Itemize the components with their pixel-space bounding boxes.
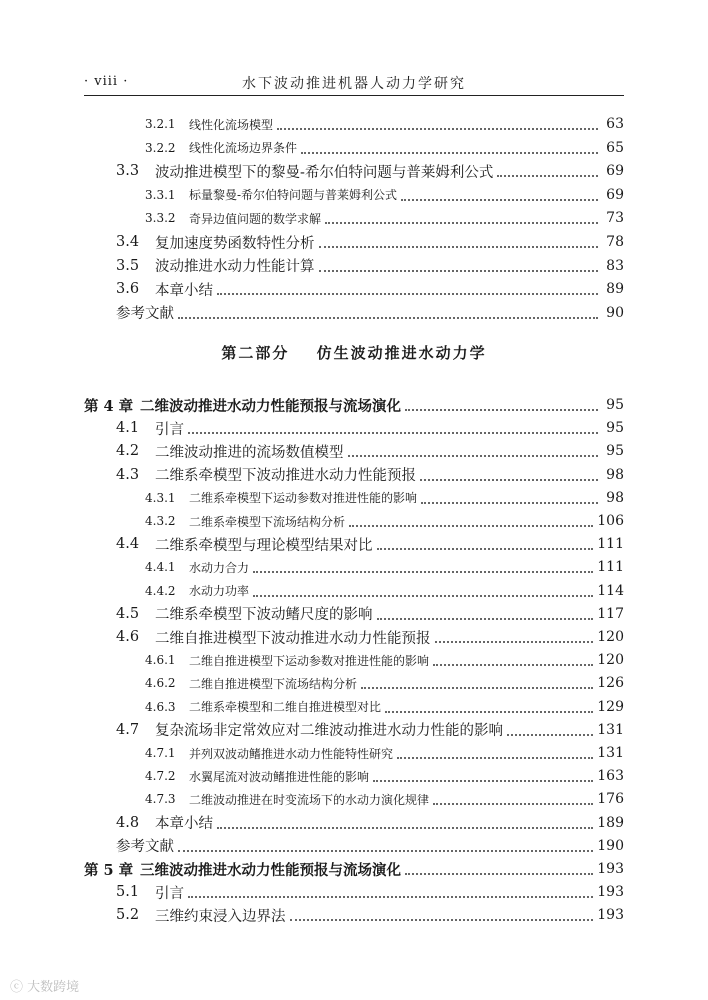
toc-entry: [116, 254, 624, 278]
toc-entry-page: 190: [597, 837, 624, 854]
toc-entry-number: 3.3.2: [145, 211, 176, 226]
toc-entry: [145, 206, 624, 230]
toc-entry-title: 三维约束浸入边界法: [155, 908, 286, 925]
toc-entry: [116, 159, 624, 183]
toc-entry-page: 98: [606, 489, 624, 506]
toc-entry: [116, 880, 624, 904]
toc-entry: [145, 695, 624, 719]
page-header: [84, 70, 624, 96]
toc-entry-page: 126: [597, 675, 624, 692]
toc-entry-number: 3.3.1: [145, 187, 176, 202]
toc-entry-page: 120: [597, 629, 624, 645]
toc-entry: [145, 555, 624, 579]
dot-leader: [433, 664, 593, 666]
dot-leader: [301, 152, 598, 154]
toc-entry-number: 4.2: [116, 443, 140, 460]
toc-entry-page: 111: [597, 559, 624, 576]
part-label: 第二部分: [221, 344, 290, 362]
toc-entry-title: 二维系牵模型下运动参数对推进性能的影响: [189, 491, 418, 506]
dot-leader: [433, 803, 593, 805]
toc-entry: [116, 625, 624, 649]
toc-entry-title: 波动推进模型下的黎曼-希尔伯特问题与普莱姆利公式: [155, 164, 494, 181]
toc-entry-title: 水翼尾流对波动鳍推进性能的影响: [189, 769, 370, 784]
dot-leader: [253, 595, 593, 597]
toc-entry: [145, 741, 624, 765]
toc-entry: [116, 532, 624, 556]
toc-entry-number: 4.3.1: [145, 490, 176, 505]
dot-leader: [401, 199, 598, 201]
toc-entry: [145, 486, 624, 510]
toc-entry-page: 69: [606, 163, 624, 180]
dot-leader: [178, 317, 598, 319]
toc-entry: [116, 834, 624, 858]
toc-entry: [116, 277, 624, 301]
dot-leader: [397, 757, 593, 759]
toc-entry: [84, 393, 624, 417]
toc-entry-title: 并列双波动鳍推进水动力性能特性研究: [189, 746, 394, 761]
toc-entry: [116, 811, 624, 835]
toc-entry-page: 176: [597, 791, 624, 808]
toc-entry-title: 线性化流场边界条件: [189, 141, 298, 156]
toc-entry: [116, 903, 624, 927]
toc-entry-page: 117: [597, 605, 624, 622]
toc-entry-number: 4.6.1: [145, 653, 176, 668]
toc-entry-number: 4.4.2: [145, 583, 176, 598]
toc-entry-page: 83: [606, 257, 624, 274]
toc-entry-page: 106: [597, 513, 624, 529]
toc-entry-number: 4.7.3: [145, 792, 176, 807]
toc-entry-page: 120: [597, 652, 624, 669]
toc-entry-title: 水动力功率: [189, 584, 250, 599]
dot-leader: [325, 222, 598, 224]
toc-entry-title: 二维波动推进水动力性能预报与流场演化: [140, 397, 401, 415]
dot-leader: [319, 246, 599, 248]
toc-entry-number: 4.3.2: [145, 514, 176, 528]
toc-entry: [145, 764, 624, 788]
toc-entry-title: 二维自推进模型下波动推进水动力性能预报: [155, 630, 431, 647]
toc-entry-number: 3.2.1: [145, 117, 176, 131]
toc-entry: [116, 602, 624, 626]
toc-entry-number: 3.3: [116, 163, 140, 180]
dot-leader: [253, 571, 593, 573]
toc-entry-title: 二维波动推进在时变流场下的水动力演化规律: [189, 792, 430, 807]
dot-leader: [178, 850, 593, 852]
header-rule: [84, 95, 624, 96]
dot-leader: [217, 293, 598, 295]
toc-entry-page: 193: [597, 884, 624, 901]
toc-entry-number: 4.6: [116, 629, 140, 645]
toc-entry-number: 4.6.3: [145, 699, 176, 714]
toc-entry-page: 131: [597, 721, 624, 738]
toc-entry-number: 3.4: [116, 234, 140, 250]
toc-entry-title: 引言: [155, 885, 184, 902]
toc-entry-number: 4.4.1: [145, 560, 176, 575]
dot-leader: [319, 270, 599, 272]
toc-entry-title: 二维系牵模型与理论模型结果对比: [155, 537, 373, 554]
toc-entry-title: 二维系牵模型下波动推进水动力性能预报: [155, 468, 416, 485]
toc-entry-page: 95: [606, 397, 624, 413]
dot-leader: [405, 409, 598, 411]
toc-entry-title: 引言: [155, 421, 184, 438]
toc-entry-number: 4.5: [116, 605, 140, 622]
dot-leader: [349, 525, 593, 527]
toc-entry-title: 波动推进水动力性能计算: [155, 259, 315, 276]
toc-entry: [116, 463, 624, 487]
watermark-text: 大数跨境: [27, 980, 80, 995]
toc-entry-page: 129: [597, 698, 624, 715]
toc-entry-number: 4.1: [116, 420, 140, 437]
toc-entry-number: 3.5: [116, 257, 140, 274]
toc-entry-page: 95: [606, 443, 624, 460]
dot-leader: [290, 919, 594, 921]
dot-leader: [405, 873, 593, 875]
dot-leader: [385, 711, 593, 713]
toc-entry-number: 第 5 章: [84, 861, 134, 879]
toc-entry: [145, 183, 624, 207]
toc-entry-title: 复加速度势函数特性分析: [155, 235, 315, 252]
toc-entry-title: 二维系牵模型下流场结构分析: [189, 514, 346, 529]
toc-entry: [84, 857, 624, 881]
toc-entry-title: 参考文献: [116, 306, 174, 323]
toc-entry-title: 本章小结: [155, 282, 213, 299]
toc-entry-title: 二维自推进模型下流场结构分析: [189, 676, 358, 691]
toc-entry-page: 78: [606, 234, 624, 250]
dot-leader: [188, 896, 593, 898]
dot-leader: [421, 502, 598, 504]
toc-entry: [145, 509, 624, 533]
toc-entry-title: 奇异边值问题的数学求解: [189, 211, 322, 226]
toc-entry-page: 95: [606, 420, 624, 437]
toc-entry-number: 4.3: [116, 466, 140, 483]
toc-entry-page: 111: [597, 536, 624, 553]
dot-leader: [377, 618, 594, 620]
dot-leader: [217, 827, 593, 829]
toc-entry-number: 4.7: [116, 721, 140, 738]
toc-entry: [116, 230, 624, 254]
part-heading: [0, 342, 708, 363]
dot-leader: [277, 128, 598, 130]
toc-entry-page: 69: [606, 186, 624, 203]
toc-entry-title: 线性化流场模型: [189, 117, 274, 132]
toc-entry-number: 4.7.1: [145, 746, 176, 760]
toc-entry: [145, 648, 624, 672]
toc-entry-title: 二维系牵模型下波动鳍尺度的影响: [155, 607, 373, 624]
toc-entry: [116, 718, 624, 742]
dot-leader: [188, 432, 598, 434]
toc-entry-number: 4.8: [116, 814, 140, 831]
toc-entry-title: 二维系牵模型和二维自推进模型对比: [189, 700, 382, 715]
dot-leader: [420, 479, 598, 481]
toc-entry-title: 三维波动推进水动力性能预报与流场演化: [140, 861, 401, 879]
toc-entry-page: 114: [597, 582, 624, 599]
toc-entry-number: 5.2: [116, 907, 140, 924]
dot-leader: [497, 175, 598, 177]
toc-entry-page: 131: [597, 745, 624, 761]
toc-entry-title: 本章小结: [155, 816, 213, 833]
toc-entry: [116, 301, 624, 325]
toc-entry-title: 二维波动推进的流场数值模型: [155, 444, 344, 461]
toc-entry-title: 参考文献: [116, 839, 174, 856]
watermark: [10, 976, 79, 995]
toc-entry: [145, 579, 624, 603]
toc-entry: [145, 671, 624, 695]
toc-entry-title: 标量黎曼-希尔伯特问题与普莱姆利公式: [189, 188, 398, 203]
toc-entry-page: 73: [606, 210, 624, 227]
toc-entry-number: 3.2.2: [145, 140, 176, 155]
toc-entry: [116, 416, 624, 440]
toc-entry-page: 89: [606, 281, 624, 298]
dot-leader: [435, 641, 594, 643]
toc-entry-number: 3.6: [116, 281, 140, 298]
toc-entry-page: 193: [597, 907, 624, 924]
toc-entry-page: 193: [597, 861, 624, 877]
page-number: · viii ·: [84, 74, 129, 89]
dot-leader: [373, 780, 593, 782]
toc-entry-number: 5.1: [116, 884, 140, 901]
toc-entry-number: 第 4 章: [84, 397, 134, 415]
toc-entry-page: 63: [606, 116, 624, 132]
toc-entry-number: 4.7.2: [145, 769, 176, 784]
toc-entry: [145, 136, 624, 160]
dot-leader: [361, 687, 593, 689]
toc-entry: [145, 787, 624, 811]
toc-entry: [145, 112, 624, 136]
toc-entry: [116, 439, 624, 463]
book-title: 水下波动推进机器人动力学研究: [242, 76, 466, 92]
dot-leader: [507, 734, 593, 736]
watermark-logo-icon: ⓒ: [10, 980, 24, 995]
toc-entry-number: 4.6.2: [145, 676, 176, 691]
toc-entry-page: 189: [597, 814, 624, 831]
toc-entry-title: 二维自推进模型下运动参数对推进性能的影响: [189, 653, 430, 668]
toc-entry-title: 复杂流场非定常效应对二维波动推进水动力性能的影响: [155, 723, 503, 740]
dot-leader: [377, 548, 594, 550]
toc-entry-page: 65: [606, 139, 624, 156]
toc-entry-page: 98: [606, 466, 624, 483]
toc-entry-title: 水动力合力: [189, 560, 250, 575]
part-title: 仿生波动推进水动力学: [316, 344, 487, 362]
toc-entry-number: 4.4: [116, 536, 140, 553]
toc-entry-page: 90: [606, 304, 624, 321]
dot-leader: [348, 455, 599, 457]
toc-entry-page: 163: [597, 768, 624, 785]
